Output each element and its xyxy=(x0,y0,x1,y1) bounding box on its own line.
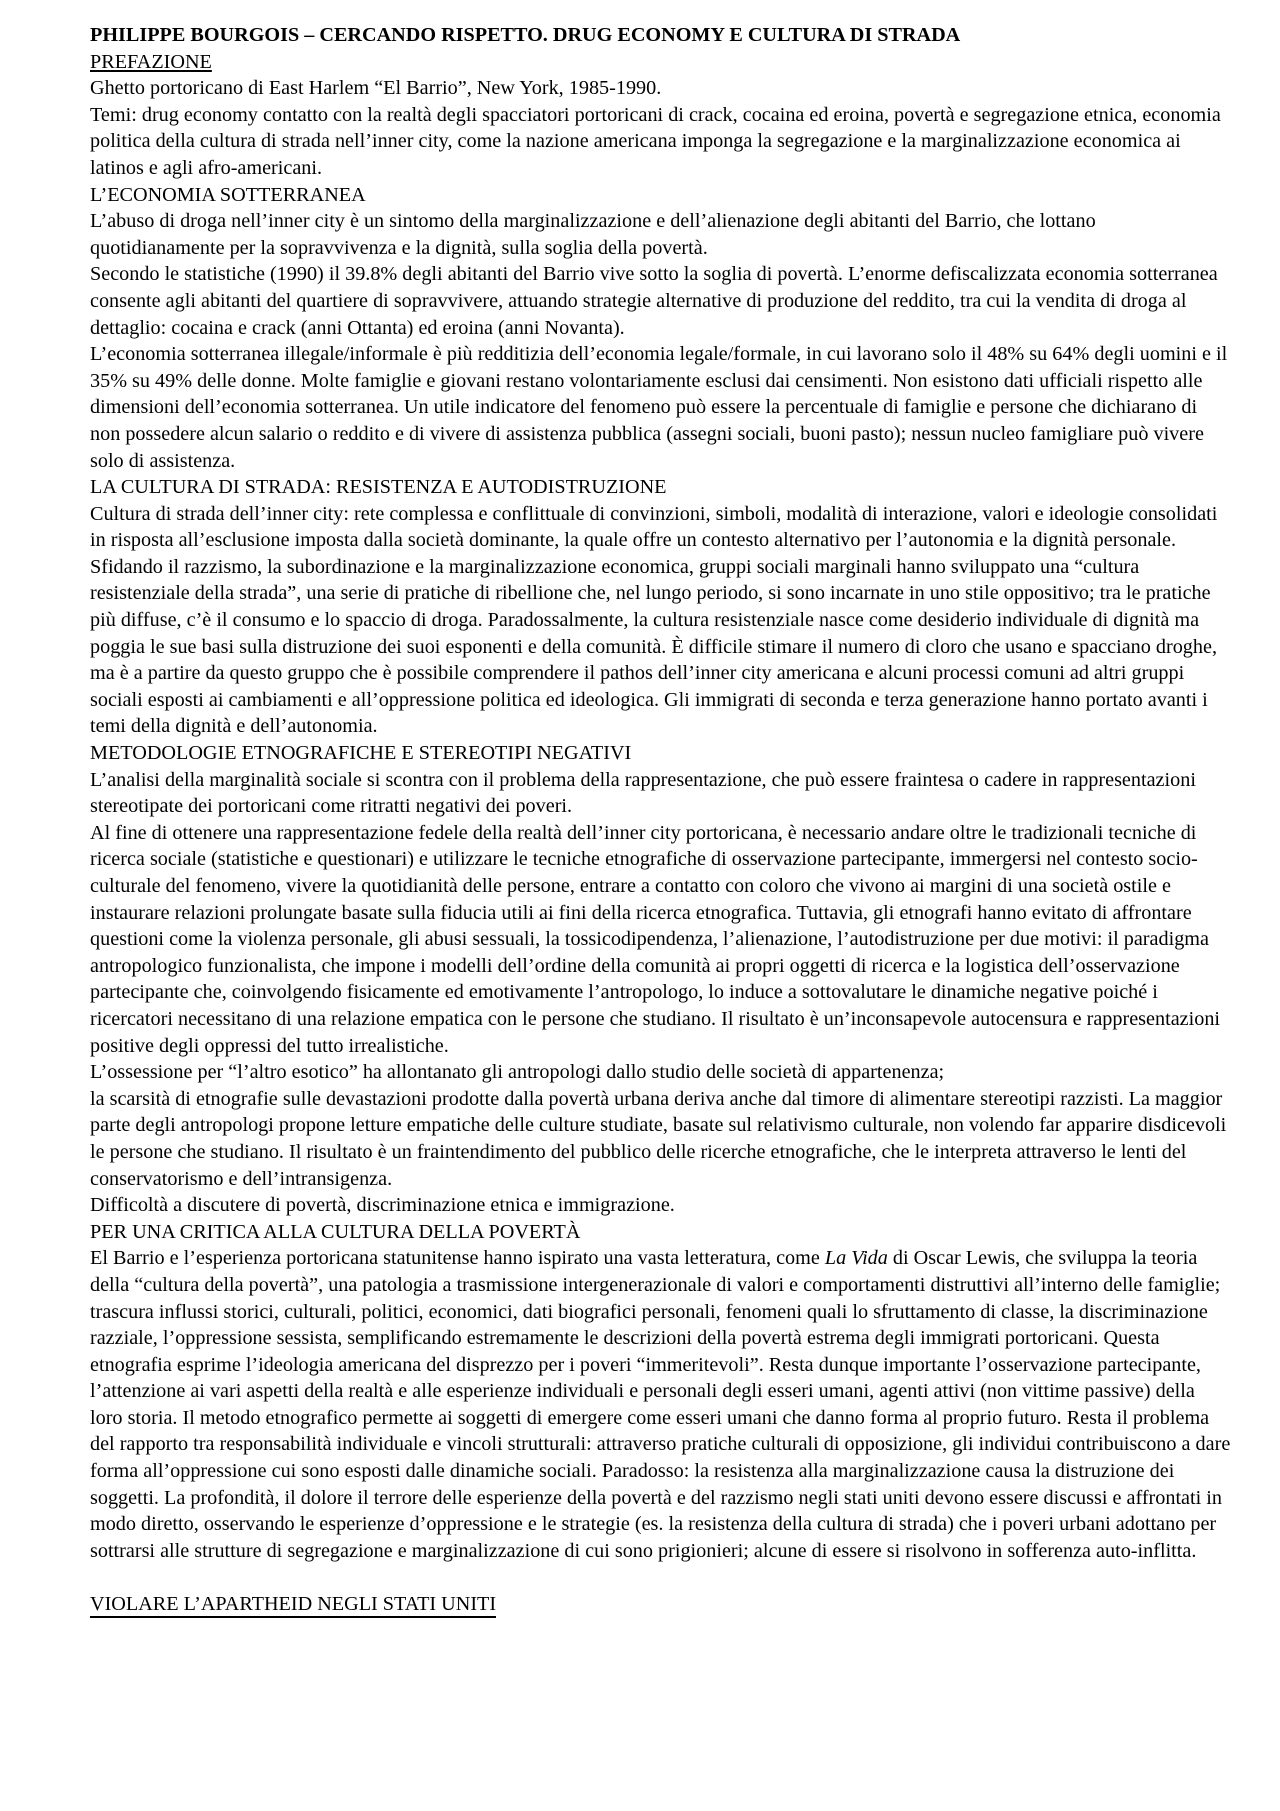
paragraph-text: di Oscar Lewis, che sviluppa la teoria della “cultura della povertà”, una patologia a trasmissione intergenerazionale di valori e comportamenti distruttivi all’interno delle famiglie; trascura influssi storici, culturali, politici, economici, dati biografici personali, fenomeni quali lo sfruttamento di classe, la discriminazione razziale, l’oppressione sessista, semplificando estremamente le descrizioni della povertà estrema degli immigrati portoricani. Questa etnografia esprime l’ideologia americana del disprezzo per i poveri “immeritevoli”. Resta dunque importante l’osservazione partecipante, l’attenzione ai vari aspetti della realtà e alle esperienze individuali e personali degli esseri umani, agenti attivi (non vittime passive) della loro storia. Il metodo etnografico permette ai soggetti di emergere come esseri umani che danno forma al proprio futuro. Resta il problema del rapporto tra responsabilità individuale e vincoli strutturali: attraverso pratiche culturali di opposizione, gli individui contribuiscono a dare forma all’oppressione cui sono esposti dalle dinamiche sociali. Paradosso: la resistenza alla marginalizzazione causa la distruzione dei soggetti. La profondità, il dolore il terrore delle esperienze della povertà e del razzismo negli stati uniti devono essere discussi e affrontati in modo diretto, osservando le esperienze d’oppressione e le strategie (es. la resistenza della cultura di strada) che i poveri urbani adottano per sottrarsi alle strutture di segregazione e marginalizzazione di cui sono prigionieri; alcune di essere si risolvono in sofferenza auto-inflitta. xyxy=(90,1247,1231,1562)
section-heading-cultura-di-strada: LA CULTURA DI STRADA: RESISTENZA E AUTODISTRUZIONE xyxy=(90,476,667,499)
section-heading-metodologie-etnografiche: METODOLOGIE ETNOGRAFICHE E STEREOTIPI NEGATIVI xyxy=(90,742,632,765)
paragraph xyxy=(90,1245,1232,1564)
document-page xyxy=(90,22,1232,1618)
paragraph: Secondo le statistiche (1990) il 39.8% degli abitanti del Barrio vive sotto la soglia di povertà. L’enorme defiscalizzata economia sotterranea consente agli abitanti del quartiere di sopravvivere, attuando strategie alternative di produzione del reddito, tra cui la vendita di droga al dettaglio: cocaina e crack (anni Ottanta) ed eroina (anni Novanta). xyxy=(90,263,1218,339)
paragraph: Ghetto portoricano di East Harlem “El Barrio”, New York, 1985-1990. xyxy=(90,77,662,100)
section-heading-economia-sotterranea: L’ECONOMIA SOTTERRANEA xyxy=(90,183,366,206)
paragraph: L’analisi della marginalità sociale si scontra con il problema della rappresentazione, che può essere fraintesa o cadere in rappresentazioni stereotipate dei portoricani come ritratti negativi dei poveri. xyxy=(90,768,1196,818)
book-title-la-vida: La Vida xyxy=(824,1247,888,1270)
section-heading-critica-cultura-poverta: PER UNA CRITICA ALLA CULTURA DELLA POVERTÀ xyxy=(90,1220,581,1243)
paragraph: la scarsità di etnografie sulle devastazioni prodotte dalla povertà urbana deriva anche dal timore di alimentare stereotipi razzisti. La maggior parte degli antropologi propone letture empatiche delle culture studiate, basate sul relativismo culturale, non volendo far apparire disdicevoli le persone che studiano. Il risultato è un fraintendimento del pubblico delle ricerche etnografiche, che le interpreta attraverso le lenti del conservatorismo e dell’intransigenza. xyxy=(90,1087,1227,1190)
paragraph: Al fine di ottenere una rappresentazione fedele della realtà dell’inner city portoricana, è necessario andare oltre le tradizionali tecniche di ricerca sociale (statistiche e questionari) e utilizzare le tecniche etnografiche di osservazione partecipante, immergersi nel contesto socio-culturale del fenomeno, vivere la quotidianità delle persone, entrare a contatto con coloro che vivono ai margini di una società ostile e instaurare relazioni prolungate basate sulla fiducia utili ai fini della ricerca etnografica. Tuttavia, gli etnografi hanno evitato di affrontare questioni come la violenza personale, gli abusi sessuali, la tossicodipendenza, l’alienazione, l’autodistruzione per due motivi: il paradigma antropologico funzionalista, che impone i modelli dell’ordine della comunità ai propri oggetti di ricerca e la logistica dell’osservazione partecipante che, coinvolgendo fisicamente ed emotivamente l’antropologo, lo induce a sottovalutare le dinamiche negative poiché i ricercatori necessitano di una relazione empatica con le persone che studiano. Il risultato è un’inconsapevole autocensura e rappresentazioni positive degli oppressi del tutto irrealistiche. xyxy=(90,821,1221,1057)
paragraph: Cultura di strada dell’inner city: rete complessa e conflittuale di convinzioni, simboli, modalità di interazione, valori e ideologie consolidati in risposta all’esclusione imposta dalla società dominante, la quale offre un contesto alternativo per l’autonomia e la dignità personale. Sfidando il razzismo, la subordinazione e la marginalizzazione economica, gruppi sociali marginali hanno sviluppato una “cultura resistenziale della strada”, una serie di pratiche di ribellione che, nel lungo periodo, si sono incarnate in uno stile oppositivo; tra le pratiche più diffuse, c’è il consumo e lo spaccio di droga. Paradossalmente, la cultura resistenziale nasce come desiderio individuale di dignità ma poggia le sue basi sulla distruzione dei suoi esponenti e della comunità. È difficile stimare il numero di cloro che usano e spacciano droghe, ma è a partire da questo gruppo che è possibile comprendere il pathos dell’inner city americana e alcuni processi comuni ad altri gruppi sociali esposti ai cambiamenti e all’oppressione politica ed ideologica. Gli immigrati di seconda e terza generazione hanno portato avanti i temi della dignità e dell’autonomia. xyxy=(90,502,1218,738)
paragraph-text: El Barrio e l’esperienza portoricana statunitense hanno ispirato una vasta letteratura, come xyxy=(90,1247,825,1270)
section-heading-violare-apartheid: VIOLARE L’APARTHEID NEGLI STATI UNITI xyxy=(90,1592,496,1618)
paragraph: Difficoltà a discutere di povertà, discriminazione etnica e immigrazione. xyxy=(90,1194,675,1217)
paragraph: Temi: drug economy contatto con la realtà degli spacciatori portoricani di crack, cocaina ed eroina, povertà e segregazione etnica, economia politica della cultura di strada nell’inner city, come la nazione americana imponga la segregazione e la marginalizzazione economica ai latinos e agli afro-americani. xyxy=(90,103,1221,179)
paragraph: L’abuso di droga nell’inner city è un sintomo della marginalizzazione e dell’alienazione degli abitanti del Barrio, che lottano quotidianamente per la sopravvivenza e la dignità, sulla soglia della povertà. xyxy=(90,210,1096,259)
document-title: PHILIPPE BOURGOIS – CERCANDO RISPETTO. DRUG ECONOMY E CULTURA DI STRADA xyxy=(90,24,961,46)
blank-line xyxy=(90,1564,1232,1591)
paragraph: L’ossessione per “l’altro esotico” ha allontanato gli antropologi dallo studio delle società di appartenenza; xyxy=(90,1061,945,1084)
paragraph: L’economia sotterranea illegale/informale è più redditizia dell’economia legale/formale, in cui lavorano solo il 48% su 64% degli uomini e il 35% su 49% delle donne. Molte famiglie e giovani restano volontariamente esclusi dai censimenti. Non esistono dati ufficiali rispetto alle dimensioni dell’economia sotterranea. Un utile indicatore del fenomeno può essere la percentuale di famiglie e persone che dichiarano di non possedere alcun salario o reddito e di vivere di assistenza pubblica (assegni sociali, buoni pasto); nessun nucleo famigliare può vivere solo di assistenza. xyxy=(90,343,1228,472)
section-heading-prefazione: PREFAZIONE xyxy=(90,50,212,73)
